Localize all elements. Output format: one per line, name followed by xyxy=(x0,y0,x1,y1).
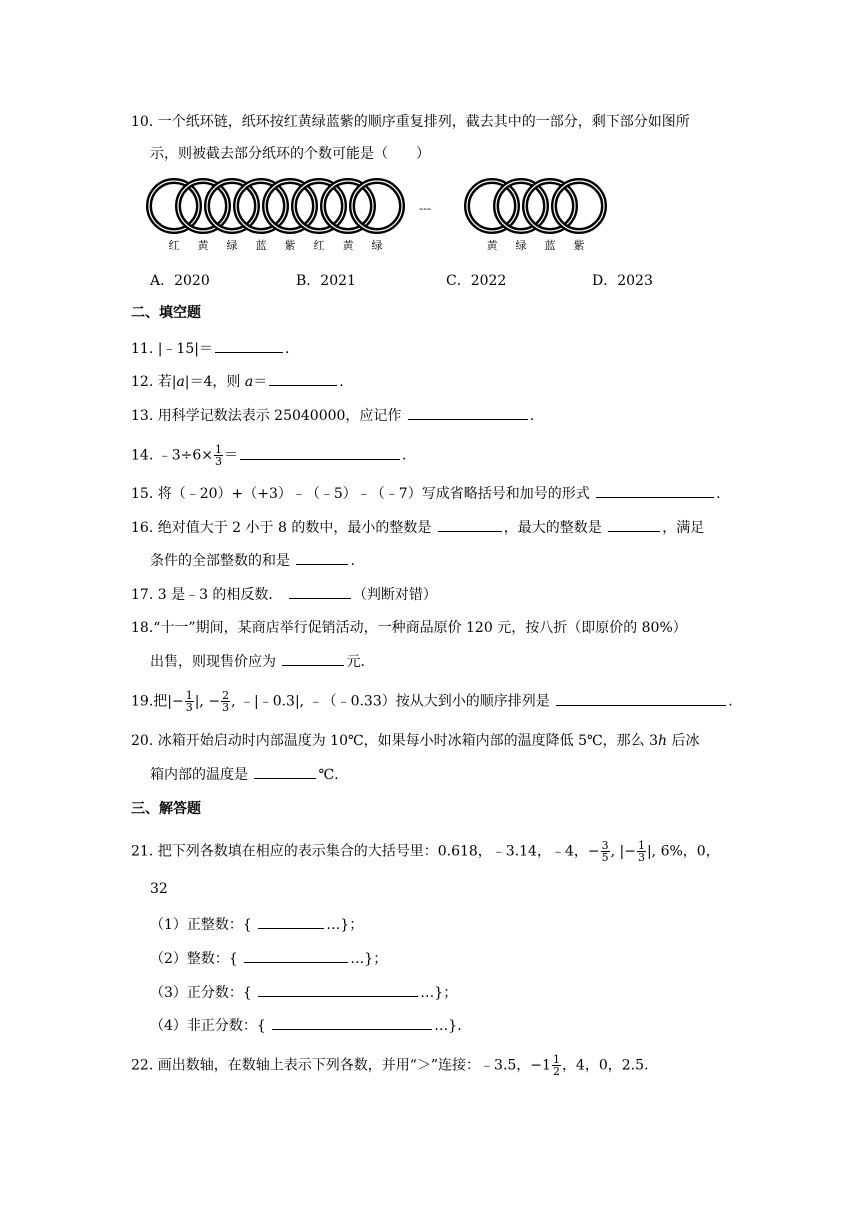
question-number: 20. xyxy=(131,733,154,749)
answer-blank[interactable] xyxy=(272,1015,432,1030)
question-number: 13. xyxy=(131,408,154,424)
fraction xyxy=(601,840,610,863)
fraction xyxy=(552,1054,561,1077)
question-12 xyxy=(131,371,344,392)
ring xyxy=(496,181,546,231)
ring-chain-right xyxy=(467,181,604,231)
variable: a xyxy=(176,374,185,390)
expression: , ﹣|﹣0.3|, ﹣（﹣0.33）按从大到小的顺序排列是 xyxy=(231,693,550,710)
ring-chain-left xyxy=(149,181,402,231)
fraction-numerator: 1 xyxy=(185,689,193,702)
fraction-denominator: 3 xyxy=(185,701,193,714)
ring xyxy=(352,181,402,231)
fraction xyxy=(637,840,646,863)
fraction-denominator: 3 xyxy=(637,851,645,864)
paper-ring-chain-figure xyxy=(140,176,610,258)
variable: a xyxy=(244,374,254,390)
question-14 xyxy=(131,444,406,467)
question-10-line1 xyxy=(131,112,690,132)
question-text: 用科学记数法表示 25040000，应记作 xyxy=(157,408,402,424)
answer-blank[interactable] xyxy=(215,338,283,353)
option-c[interactable]: C．2022 xyxy=(446,273,507,289)
question-text: “十一”期间，某商店举行促销活动，一种商品原价 120 元，按八折（即原价的 80%） xyxy=(153,620,687,636)
fraction-numerator: 1 xyxy=(637,839,645,852)
question-10-line2: 示，则被截去部分纸环的个数可能是（ ） xyxy=(150,146,430,162)
question-number: 15. xyxy=(131,486,154,502)
set-close: …}； xyxy=(350,951,388,967)
text-segment: |＝4，则 xyxy=(184,374,241,390)
text-segment: 元． xyxy=(346,654,375,670)
set-positive-fractions xyxy=(150,982,457,1003)
question-21-line1 xyxy=(131,840,720,863)
question-text: |﹣15|＝ xyxy=(157,341,213,357)
text-segment: 冰箱开始启动时内部温度为 10℃，如果每小时冰箱内部的温度降低 5℃，那么 3 xyxy=(157,733,659,749)
set-label: （4）非正分数：{ xyxy=(150,1018,266,1034)
expression: 把|− xyxy=(153,693,184,710)
answer-blank[interactable] xyxy=(596,483,714,498)
text-segment: ＝ xyxy=(224,447,238,464)
answer-blank[interactable] xyxy=(282,651,344,666)
text-segment: , |− xyxy=(610,843,636,860)
fraction-numerator: 3 xyxy=(601,839,609,852)
question-18-line1 xyxy=(131,618,687,638)
answer-blank[interactable] xyxy=(254,764,316,779)
question-11 xyxy=(131,338,289,359)
answer-blank[interactable] xyxy=(258,982,418,997)
question-20-line1 xyxy=(131,731,700,751)
question-13 xyxy=(131,405,534,426)
fraction-denominator: 3 xyxy=(215,455,222,468)
fraction-numerator: 1 xyxy=(215,443,222,456)
text-segment: ，最大的整数是 xyxy=(503,520,602,536)
option-d[interactable]: D．2023 xyxy=(592,273,653,289)
option-b[interactable]: B．2021 xyxy=(296,273,356,289)
set-label: （2）整数：{ xyxy=(150,951,238,967)
question-number: 11. xyxy=(131,341,154,357)
ring-label: 红 xyxy=(313,239,325,252)
text-segment: ℃. xyxy=(318,767,339,783)
section-title-fill-in: 二、填空题 xyxy=(131,305,201,321)
text-segment: 绝对值大于 2 小于 8 的数中，最小的整数是 xyxy=(157,520,432,536)
fraction-numerator: 1 xyxy=(552,1053,560,1066)
set-close: …}. xyxy=(434,1018,462,1034)
text-segment: 出售，则现售价应为 xyxy=(150,654,276,670)
answer-blank[interactable] xyxy=(240,445,400,460)
question-15 xyxy=(131,483,721,504)
question-number: 16. xyxy=(131,520,154,536)
option-a[interactable]: A．2020 xyxy=(150,273,210,289)
answer-blank[interactable] xyxy=(608,517,660,532)
set-close: …}； xyxy=(420,985,458,1001)
question-text: 3 是﹣3 的相反数． xyxy=(157,587,283,603)
punctuation: . xyxy=(728,693,733,710)
question-19 xyxy=(131,690,733,713)
text-segment: ，满足 xyxy=(662,520,705,536)
fraction-denominator: 3 xyxy=(222,701,230,714)
ring xyxy=(323,181,373,231)
section-title-answer: 三、解答题 xyxy=(131,801,201,817)
question-17 xyxy=(131,584,437,605)
question-22 xyxy=(131,1054,648,1077)
question-number: 10. xyxy=(131,114,154,130)
ring xyxy=(294,181,344,231)
question-number: 21. xyxy=(131,843,154,860)
ring xyxy=(149,181,199,231)
question-20-line2 xyxy=(150,764,339,785)
question-number: 19. xyxy=(131,693,154,710)
ring-label: 黄 xyxy=(342,239,354,252)
ring xyxy=(236,181,286,231)
punctuation: . xyxy=(339,374,344,390)
ring xyxy=(265,181,315,231)
expression: |, − xyxy=(194,693,221,710)
fraction xyxy=(185,690,194,713)
ring xyxy=(554,181,604,231)
ring xyxy=(178,181,228,231)
question-number: 12. xyxy=(131,374,154,390)
answer-blank[interactable] xyxy=(408,405,528,420)
ring-label: 蓝 xyxy=(255,239,267,252)
answer-blank[interactable] xyxy=(269,371,337,386)
text-segment: 条件的全部整数的和是 xyxy=(150,553,290,569)
fraction-denominator: 2 xyxy=(552,1065,560,1078)
fraction-numerator: 2 xyxy=(222,689,230,702)
text-segment: ，4，0，2.5. xyxy=(561,1057,649,1074)
ring xyxy=(207,181,257,231)
punctuation: . xyxy=(284,341,290,357)
answer-blank[interactable] xyxy=(258,914,324,929)
question-16-line1 xyxy=(131,517,704,538)
answer-blank[interactable] xyxy=(289,584,351,599)
text-segment: 画出数轴，在数轴上表示下列各数，并用“＞”连接：﹣3.5，−1 xyxy=(157,1057,551,1074)
text-segment: ＝ xyxy=(253,374,268,390)
variable: h xyxy=(658,733,668,749)
ring-label: 绿 xyxy=(371,239,383,252)
ring-label: 蓝 xyxy=(544,239,556,252)
question-number: 14. xyxy=(131,447,154,464)
set-non-positive-fractions xyxy=(150,1015,462,1036)
set-label: （3）正分数：{ xyxy=(150,985,252,1001)
question-18-line2 xyxy=(150,651,374,672)
ellipsis-dashes: --- xyxy=(419,202,431,215)
ring-label: 红 xyxy=(168,239,180,252)
text-segment: （判断对错） xyxy=(352,587,437,603)
text-segment: 箱内部的温度是 xyxy=(150,767,248,783)
punctuation: . xyxy=(402,447,407,464)
punctuation: . xyxy=(716,486,721,502)
fraction xyxy=(221,690,230,713)
answer-blank[interactable] xyxy=(296,550,348,565)
set-positive-integers xyxy=(150,914,363,935)
answer-blank[interactable] xyxy=(438,517,502,532)
expression: ﹣3÷6× xyxy=(157,447,213,464)
question-text: 一个纸环链，纸环按红黄绿蓝紫的顺序重复排列，截去其中的一部分，剩下部分如图所 xyxy=(157,114,690,130)
text-segment: 若| xyxy=(157,374,177,390)
answer-blank[interactable] xyxy=(244,948,348,963)
question-number: 22. xyxy=(131,1057,154,1074)
ring-label: 绿 xyxy=(515,239,527,252)
fraction-denominator: 5 xyxy=(601,851,609,864)
fraction xyxy=(214,444,223,467)
question-text: 将（﹣20）+（+3）﹣（﹣5）﹣（﹣7）写成省略括号和加号的形式 xyxy=(157,486,590,502)
set-close: …}； xyxy=(326,917,364,933)
text-segment: 把下列各数填在相应的表示集合的大括号里：0.618，﹣3.14，﹣4，− xyxy=(157,843,600,860)
text-segment: |, 6%，0， xyxy=(646,843,720,860)
question-number: 18. xyxy=(131,620,154,636)
punctuation: . xyxy=(350,553,355,569)
ring-label: 紫 xyxy=(573,239,585,252)
set-label: （1）正整数：{ xyxy=(150,917,252,933)
answer-blank[interactable] xyxy=(556,691,726,706)
text-segment: 后冰 xyxy=(667,733,700,749)
question-number: 17. xyxy=(131,587,154,603)
ring-label: 黄 xyxy=(197,239,209,252)
ring-label: 绿 xyxy=(226,239,238,252)
question-21-line2: 32 xyxy=(150,881,168,897)
ring-label: 黄 xyxy=(486,239,498,252)
ring-label: 紫 xyxy=(284,239,296,252)
set-integers xyxy=(150,948,387,969)
ring xyxy=(467,181,517,231)
punctuation: . xyxy=(529,408,535,424)
ring xyxy=(525,181,575,231)
question-16-line2 xyxy=(150,550,355,571)
